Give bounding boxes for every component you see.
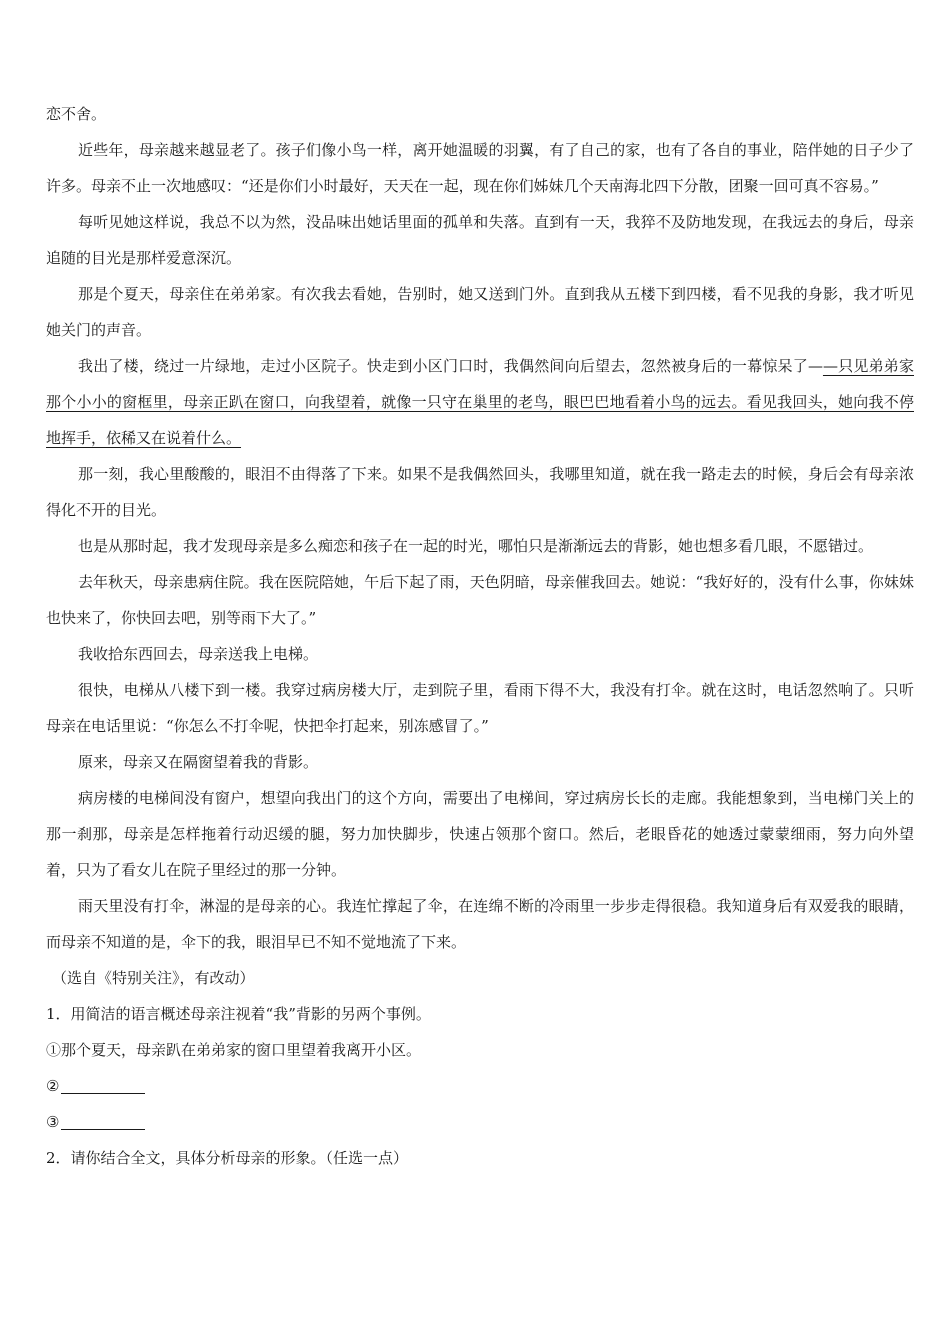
paragraph-9: 很快，电梯从八楼下到一楼。我穿过病房楼大厅，走到院子里，看雨下得不大，我没有打伞。就在这时，电话忽然响了。只听母亲在电话里说：“你怎么不打伞呢，快把伞打起来，别冻感冒了。” xyxy=(46,681,914,735)
answer-3-label: ③ xyxy=(46,1113,60,1131)
paragraph-7: 去年秋天，母亲患病住院。我在医院陪她，午后下起了雨，天色阴暗，母亲催我回去。她说：“我好好的，没有什么事，你妹妹也快来了，你快回去吧，别等雨下大了。” xyxy=(46,573,914,627)
paragraph-8: 我收拾东西回去，母亲送我上电梯。 xyxy=(78,645,319,663)
paragraph-4-text: 我出了楼，绕过一片绿地，走过小区院子。快走到小区门口时，我偶然间向后望去，忽然被身后的一幕惊呆了— xyxy=(78,357,823,375)
question-2: 2．请你结合全文，具体分析母亲的形象。（任选一点） xyxy=(46,1149,409,1167)
answer-3-blank[interactable] xyxy=(61,1113,145,1130)
paragraph-6: 也是从那时起，我才发现母亲是多么痴恋和孩子在一起的时光，哪怕只是渐渐远去的背影，她也想多看几眼，不愿错过。 xyxy=(78,537,874,555)
question-1-answer-1: ①那个夏天，母亲趴在弟弟家的窗口里望着我离开小区。 xyxy=(46,1041,422,1059)
paragraph-1: 近些年，母亲越来越显老了。孩子们像小鸟一样，离开她温暖的羽翼，有了自己的家，也有了各自的事业，陪伴她的日子少了许多。母亲不止一次地感叹：“还是你们小时最好，天天在一起，现在你们姊妹几个天南海北四下分散，团聚一回可真不容易。” xyxy=(46,141,914,195)
paragraph-5: 那一刻，我心里酸酸的，眼泪不由得落了下来。如果不是我偶然回头，我哪里知道，就在我一路走去的时候，身后会有母亲浓得化不开的目光。 xyxy=(46,465,914,519)
paragraph-3: 那是个夏天，母亲住在弟弟家。有次我去看她，告别时，她又送到门外。直到我从五楼下到四楼，看不见我的身影，我才听见她关门的声音。 xyxy=(46,285,914,339)
question-1: 1．用简洁的语言概述母亲注视着“我”背影的另两个事例。 xyxy=(46,1005,431,1023)
underlined-passage: —只见弟弟家那个小小的窗框里，母亲正趴在窗口，向我望着，就像一只守在巢里的老鸟，眼巴巴地看着小鸟的远去。看见我回头，她向我不停地挥手，依稀又在说着什么。 xyxy=(46,357,914,447)
paragraph-12: 雨天里没有打伞，淋湿的是母亲的心。我连忙撑起了伞，在连绵不断的冷雨里一步步走得很稳。我知道身后有双爱我的眼睛，而母亲不知道的是，伞下的我，眼泪早已不知不觉地流了下来。 xyxy=(46,897,914,951)
paragraph-10: 原来，母亲又在隔窗望着我的背影。 xyxy=(78,753,319,771)
paragraph-0: 恋不舍。 xyxy=(46,105,107,123)
question-1-answer-2 xyxy=(46,1068,914,1104)
paragraph-4 xyxy=(46,348,914,456)
question-1-answer-3 xyxy=(46,1104,914,1140)
paragraph-2: 每听见她这样说，我总不以为然，没品味出她话里面的孤单和失落。直到有一天，我猝不及防地发现，在我远去的身后，母亲追随的目光是那样爱意深沉。 xyxy=(46,213,914,267)
document-page xyxy=(46,96,914,1176)
answer-2-blank[interactable] xyxy=(61,1077,145,1094)
source-citation: （选自《特别关注》，有改动） xyxy=(52,969,255,987)
paragraph-11: 病房楼的电梯间没有窗户，想望向我出门的这个方向，需要出了电梯间，穿过病房长长的走廊。我能想象到，当电梯门关上的那一刹那，母亲是怎样拖着行动迟缓的腿，努力加快脚步，快速占领那个窗口。然后，老眼昏花的她透过蒙蒙细雨，努力向外望着，只为了看女儿在院子里经过的那一分钟。 xyxy=(46,789,914,879)
answer-2-label: ② xyxy=(46,1077,60,1095)
